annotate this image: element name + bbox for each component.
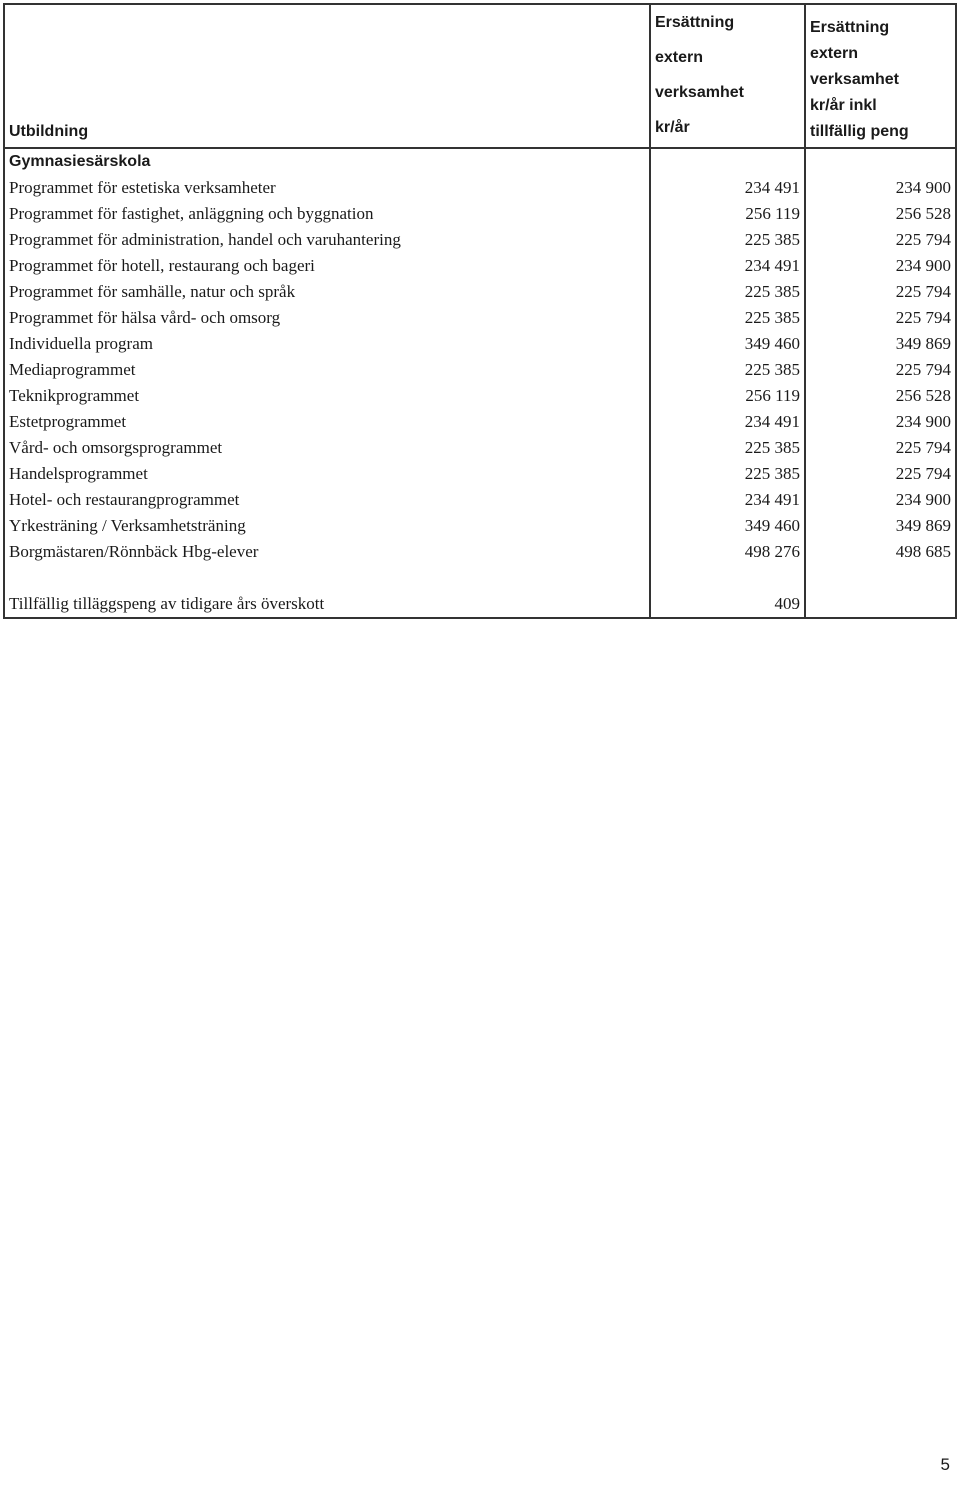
document-table-container (3, 3, 955, 619)
table-row (4, 227, 956, 253)
ersattning-inkl-value: 234 900 (805, 487, 956, 513)
table-row (4, 305, 956, 331)
table-header-row (4, 4, 956, 148)
table-row (4, 409, 956, 435)
ersattning-value: 225 385 (650, 305, 805, 331)
ersattning-value: 225 385 (650, 461, 805, 487)
ersattning-inkl-value: 225 794 (805, 279, 956, 305)
table-row (4, 461, 956, 487)
ersattning-inkl-value: 234 900 (805, 409, 956, 435)
empty-cell (650, 565, 805, 591)
program-name: Programmet för hälsa vård- och omsorg (9, 308, 281, 327)
ersattning-value: 234 491 (650, 409, 805, 435)
ersattning-inkl-value: 225 794 (805, 227, 956, 253)
header-ersattning-kr-ar (650, 4, 805, 148)
program-name: Teknikprogrammet (9, 386, 140, 405)
ersattning-inkl-value: 256 528 (805, 201, 956, 227)
empty-cell (650, 148, 805, 175)
program-name: Programmet för hotell, restaurang och bageri (9, 256, 315, 275)
ersattning-value: 234 491 (650, 487, 805, 513)
program-name: Estetprogrammet (9, 412, 127, 431)
program-name: Programmet för administration, handel och varuhantering (9, 230, 401, 249)
ersattning-value: 349 460 (650, 513, 805, 539)
program-name: Borgmästaren/Rönnbäck Hbg-elever (9, 542, 259, 561)
ersattning-inkl-value: 225 794 (805, 305, 956, 331)
ersattning-inkl-value: 225 794 (805, 435, 956, 461)
ersattning-value: 234 491 (650, 175, 805, 201)
ersattning-inkl-value: 256 528 (805, 383, 956, 409)
table-row (4, 253, 956, 279)
footer-value-empty (805, 591, 956, 618)
header-col3-line: extern (810, 45, 859, 62)
section-row (4, 148, 956, 175)
ersattning-value: 225 385 (650, 279, 805, 305)
ersattning-value: 256 119 (650, 201, 805, 227)
header-ersattning-inkl-tillfallig (805, 4, 956, 148)
program-name: Individuella program (9, 334, 153, 353)
ersattning-value: 256 119 (650, 383, 805, 409)
ersattning-inkl-value: 234 900 (805, 175, 956, 201)
ersattning-inkl-value: 225 794 (805, 461, 956, 487)
program-name: Hotel- och restaurangprogrammet (9, 490, 240, 509)
table-row (4, 175, 956, 201)
header-col2-line: Ersättning (655, 14, 735, 31)
program-name: Mediaprogrammet (9, 360, 136, 379)
footer-row (4, 591, 956, 618)
ersattning-inkl-value: 498 685 (805, 539, 956, 565)
ersattning-value: 225 385 (650, 357, 805, 383)
table-row (4, 435, 956, 461)
page-number: 5 (940, 1455, 950, 1474)
header-col3-line: kr/år inkl (810, 97, 877, 114)
table-row (4, 357, 956, 383)
program-name: Handelsprogrammet (9, 464, 148, 483)
footer-value: 409 (650, 591, 805, 618)
header-col2-line: verksamhet (655, 84, 744, 101)
table-row (4, 539, 956, 565)
program-name: Programmet för samhälle, natur och språk (9, 282, 296, 301)
footer-label: Tillfällig tilläggspeng av tidigare års överskott (9, 594, 325, 613)
table-row (4, 201, 956, 227)
table-row (4, 383, 956, 409)
section-title: Gymnasiesärskola (9, 153, 151, 170)
spacer-row (4, 565, 956, 591)
table-row (4, 279, 956, 305)
empty-cell (805, 148, 956, 175)
table-row (4, 487, 956, 513)
ersattning-value: 498 276 (650, 539, 805, 565)
program-name: Vård- och omsorgsprogrammet (9, 438, 223, 457)
ersattning-inkl-value: 225 794 (805, 357, 956, 383)
program-name: Programmet för fastighet, anläggning och byggnation (9, 204, 374, 223)
header-col3-line: verksamhet (810, 71, 899, 88)
compensation-table (3, 3, 957, 619)
ersattning-inkl-value: 349 869 (805, 331, 956, 357)
table-row (4, 513, 956, 539)
ersattning-value: 349 460 (650, 331, 805, 357)
header-col2-line: kr/år (655, 119, 690, 136)
header-col2-line: extern (655, 49, 704, 66)
ersattning-inkl-value: 234 900 (805, 253, 956, 279)
ersattning-inkl-value: 349 869 (805, 513, 956, 539)
empty-cell (805, 565, 956, 591)
ersattning-value: 225 385 (650, 227, 805, 253)
program-name: Programmet för estetiska verksamheter (9, 178, 276, 197)
empty-cell (4, 565, 650, 591)
header-utbildning: Utbildning (4, 4, 650, 148)
table-row (4, 331, 956, 357)
ersattning-value: 234 491 (650, 253, 805, 279)
table-body (4, 148, 956, 618)
header-col3-line: Ersättning (810, 19, 890, 36)
header-col3-line: tillfällig peng (810, 123, 909, 140)
ersattning-value: 225 385 (650, 435, 805, 461)
program-name: Yrkesträning / Verksamhetsträning (9, 516, 246, 535)
